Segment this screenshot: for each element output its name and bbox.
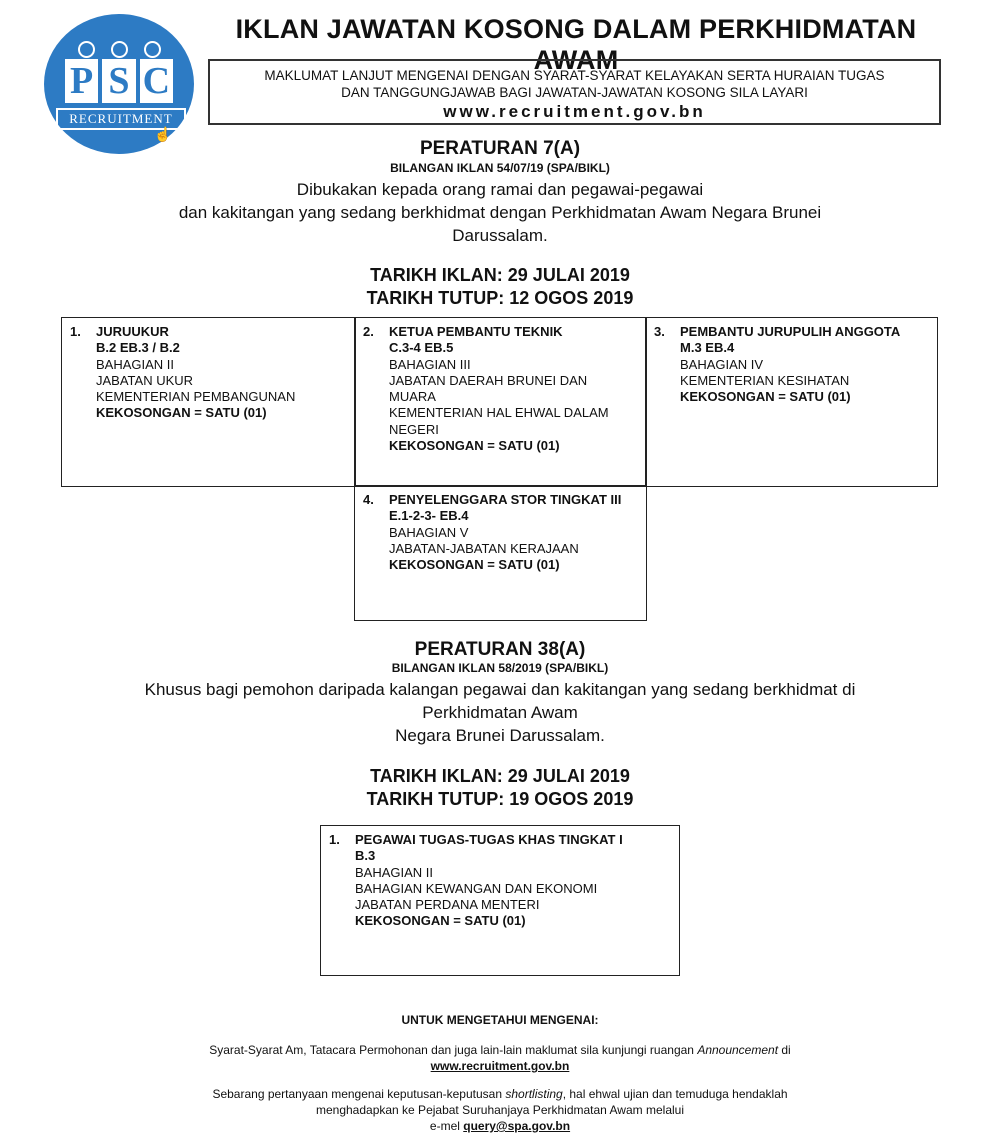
job-number: 2. — [363, 324, 374, 339]
job-detail: KEMENTERIAN KESIHATAN — [680, 372, 850, 388]
pointer-hand-icon: ☝ — [154, 126, 172, 142]
job-vacancy: KEKOSONGAN = SATU (01) — [389, 438, 560, 454]
job-detail: BAHAGIAN II — [355, 864, 434, 880]
footer-text: , hal ehwal ujian dan temuduga hendaklah — [562, 1087, 788, 1101]
intro-line: Dibukakan kepada orang ramai dan pegawai-pegawai — [296, 180, 704, 199]
section1-rule-heading: PERATURAN 7(A) — [419, 138, 581, 159]
job-title: KETUA PEMBANTU TEKNIK — [389, 324, 563, 339]
logo-hex-icon — [111, 41, 128, 58]
intro-line: Negara Brunei Darussalam. — [395, 726, 605, 745]
job-detail: KEMENTERIAN PEMBANGUNAN — [96, 389, 296, 405]
job-cell-s2-1 — [320, 825, 680, 976]
footer-email-link[interactable]: query@spa.gov.bn — [463, 1119, 571, 1133]
job-cell-4 — [354, 485, 647, 621]
job-cell-3 — [645, 317, 938, 487]
job-detail: BAHAGIAN III — [389, 356, 471, 372]
page-title: IKLAN JAWATAN KOSONG DALAM PERKHIDMATAN AWAM — [235, 14, 917, 75]
footer-text: menghadapkan ke Pejabat Suruhanjaya Perkhidmatan Awam melalui — [315, 1103, 684, 1117]
job-title: JURUUKUR — [96, 324, 169, 339]
job-detail: JABATAN DAERAH BRUNEI DAN — [389, 372, 588, 388]
logo-letter: P — [65, 59, 98, 103]
footer-paragraph-1 — [0, 1042, 1000, 1074]
job-detail: MUARA — [389, 389, 436, 405]
footer-text: di — [778, 1043, 791, 1057]
footer-text: e-mel — [429, 1119, 464, 1133]
job-detail: BAHAGIAN II — [96, 356, 175, 372]
job-number: 3. — [654, 324, 665, 339]
job-detail: BAHAGIAN IV — [680, 356, 764, 372]
psc-recruitment-logo — [44, 14, 194, 154]
job-grade: B.2 EB.3 / B.2 — [96, 340, 180, 356]
job-detail: KEMENTERIAN HAL EHWAL DALAM — [389, 405, 609, 421]
section1-tarikh-tutup: TARIKH TUTUP: 12 OGOS 2019 — [366, 288, 634, 308]
section2-bilangan: BILANGAN IKLAN 58/2019 (SPA/BIKL) — [391, 661, 609, 675]
job-grade: B.3 — [355, 848, 376, 864]
job-number: 1. — [70, 324, 81, 339]
logo-letter: C — [140, 59, 173, 103]
job-number: 4. — [363, 492, 374, 507]
info-box — [208, 59, 941, 125]
section2-rule-heading: PERATURAN 38(A) — [414, 639, 586, 660]
section1-tarikh-iklan: TARIKH IKLAN: 29 JULAI 2019 — [370, 265, 630, 285]
intro-line: dan kakitangan yang sedang berkhidmat dengan Perkhidmatan Awam Negara Brunei — [178, 203, 822, 222]
job-detail: NEGERI — [389, 421, 439, 437]
info-line-1: MAKLUMAT LANJUT MENGENAI DENGAN SYARAT-SYARAT KELAYAKAN SERTA HURAIAN TUGAS — [264, 68, 885, 83]
job-grade: E.1-2-3- EB.4 — [389, 508, 469, 524]
intro-line: Darussalam. — [452, 226, 548, 245]
job-cell-1 — [61, 317, 356, 487]
job-detail: BAHAGIAN V — [389, 524, 469, 540]
job-vacancy: KEKOSONGAN = SATU (01) — [389, 557, 560, 573]
logo-hex-icon — [78, 41, 95, 58]
section2-tarikh-iklan: TARIKH IKLAN: 29 JULAI 2019 — [370, 766, 630, 786]
job-detail: JABATAN UKUR — [96, 372, 194, 388]
logo-subtitle: RECRUITMENT — [56, 108, 186, 130]
logo-hex-icon — [144, 41, 161, 58]
footer-recruitment-link[interactable]: www.recruitment.gov.bn — [430, 1059, 570, 1073]
footer-text: Sebarang pertanyaan mengenai keputusan-keputusan — [212, 1087, 506, 1101]
footer-heading: UNTUK MENGETAHUI MENGENAI: — [401, 1013, 599, 1027]
section1-intro — [0, 178, 1000, 247]
footer-text: Syarat-Syarat Am, Tatacara Permohonan dan juga lain-lain maklumat sila kunjungi ruangan — [209, 1043, 698, 1057]
job-number: 1. — [329, 832, 340, 847]
job-detail: JABATAN PERDANA MENTERI — [355, 897, 540, 913]
logo-letter: S — [102, 59, 135, 103]
recruitment-url-link[interactable]: www.recruitment.gov.bn — [443, 102, 706, 121]
footer-emphasis: Announcement — [697, 1043, 779, 1057]
job-detail: BAHAGIAN KEWANGAN DAN EKONOMI — [355, 880, 598, 896]
footer-paragraph-2 — [0, 1086, 1000, 1134]
footer-emphasis: shortlisting — [505, 1087, 563, 1101]
section2-tarikh-tutup: TARIKH TUTUP: 19 OGOS 2019 — [366, 789, 634, 809]
info-line-2: DAN TANGGUNGJAWAB BAGI JAWATAN-JAWATAN KOSONG SILA LAYARI — [341, 85, 808, 100]
job-title: PEGAWAI TUGAS-TUGAS KHAS TINGKAT I — [355, 832, 623, 847]
job-title: PENYELENGGARA STOR TINGKAT III — [389, 492, 622, 507]
job-grade: C.3-4 EB.5 — [389, 340, 454, 356]
intro-line: Perkhidmatan Awam — [422, 703, 578, 722]
section2-intro — [0, 678, 1000, 747]
job-vacancy: KEKOSONGAN = SATU (01) — [96, 405, 267, 421]
intro-line: Khusus bagi pemohon daripada kalangan pegawai dan kakitangan yang sedang berkhidmat di — [144, 680, 856, 699]
section1-bilangan: BILANGAN IKLAN 54/07/19 (SPA/BIKL) — [390, 161, 610, 175]
job-detail: JABATAN-JABATAN KERAJAAN — [389, 540, 579, 556]
job-title: PEMBANTU JURUPULIH ANGGOTA — [680, 324, 901, 339]
job-vacancy: KEKOSONGAN = SATU (01) — [680, 389, 851, 405]
job-cell-2 — [354, 317, 647, 487]
job-vacancy: KEKOSONGAN = SATU (01) — [355, 913, 526, 929]
job-grade: M.3 EB.4 — [680, 340, 735, 356]
